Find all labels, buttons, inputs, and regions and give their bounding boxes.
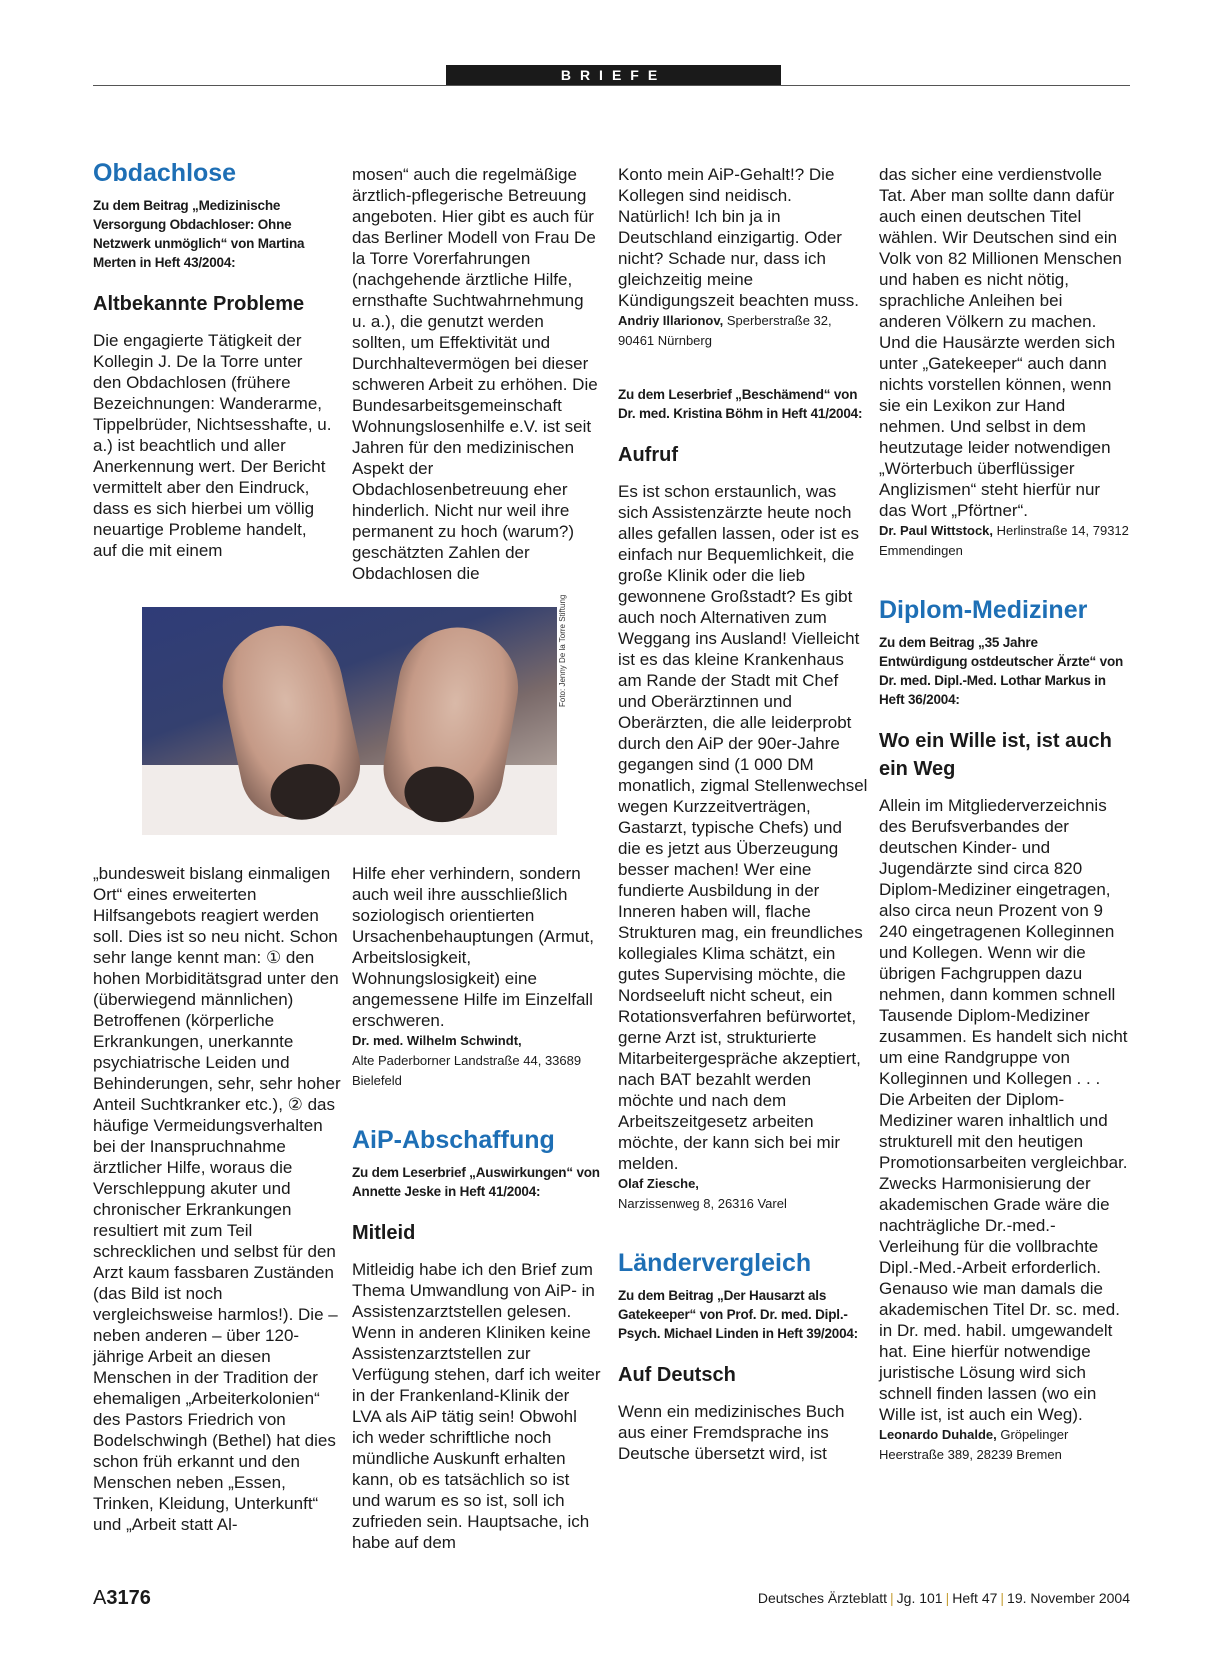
letter-body: das sicher eine verdienstvolle Tat. Aber man sollte dann dafür auch einen deutschen Titel wählen. Wir Deutschen sind ein Volk von 82 Millionen Menschen und haben es nicht nötig, sprachliche Anleihen bei anderen Völkern zu machen. Und die Hausärzte werden sich unter „Gatekeeper“ auch dann nichts vorstellen können, wenn sie ein Lexikon zur Hand nehmen. Und selbst in dem heutzutage leider notwendigen „Wörterbuch überflüssiger Anglizismen“ steht hierfür nur das Wort „Pförtner“. bbox=[879, 165, 1122, 520]
section-label: BRIEFE bbox=[446, 65, 781, 86]
page-number bbox=[93, 1587, 151, 1610]
article-reference: Zu dem Beitrag „35 Jahre Entwürdigung ostdeutscher Ärzte“ von Dr. med. Dipl.-Med. Lothar Markus in Heft 36/2004: bbox=[879, 635, 1124, 707]
signature-name: Andriy Illarionov, bbox=[618, 313, 724, 328]
column-2-top bbox=[352, 164, 600, 584]
letter-body: mosen“ auch die regelmäßige ärztlich-pflegerische Betreuung angeboten. Hier gibt es auch für das Berliner Modell von Frau De la Torre Vorerfahrungen (nachgehende ärztliche Hilfe, ernsthafte Suchtwahrnehmung u. a.), die genutzt werden sollten, um Effektivität und Durchhaltevermögen bei dieser schweren Arbeit zu erhöhen. Die Bundesarbeitsgemeinschaft Wohnungslosenhilfe e.V. ist seit Jahren für den medizinischen Aspekt der Obdachlosenbetreuung eher hinderlich. Nicht nur weil ihre permanent zu hoch (warum?) geschätzten Zahlen der Obdachlosen die bbox=[352, 165, 598, 583]
signature bbox=[879, 521, 1129, 561]
letter-body: Hilfe eher verhindern, sondern auch weil ihre ausschließlich soziologisch orientierten Ursachenbehauptungen (Armut, Arbeitslosigkeit, Wohnungslosigkeit) eine angemessene Hilfe im Einzelfall erschweren. bbox=[352, 864, 594, 1030]
article-reference: Zu dem Beitrag „Medizinische Versorgung Obdachloser: Ohne Netzwerk unmöglich“ von Martina Merten in Heft 43/2004: bbox=[93, 198, 305, 270]
article-title-aip: AiP-Abschaffung bbox=[352, 1126, 555, 1154]
signature bbox=[618, 1174, 868, 1214]
column-1-top bbox=[93, 158, 333, 561]
signature bbox=[352, 1031, 602, 1091]
letter-body: „bundesweit bislang einmaligen Ort“ eines erweiterten Hilfsangebots reagiert werden soll. Dies ist so neu nicht. Schon sehr lange kennt man: ① den hohen Morbiditätsgrad unter den (überwiegend männlichen) Betroffenen (körperliche Erkrankungen, unerkannte psychiatrische Leiden und Behinderungen, sehr, sehr hoher Anteil Suchtkranker etc.), ② das häufige Vermeidungsverhalten bei der Inanspruchnahme ärztlicher Hilfe, woraus die Verschleppung akuter und chronischer Erkrankungen resultiert mit zum Teil schrecklichen und selbst für den Arzt kaum fassbaren Zuständen (das Bild ist noch vergleichsweise harmlos!). Die – neben anderen – über 120-jährige Arbeit an diesen Menschen in der Tradition der ehemaligen „Arbeiterkolonien“ des Pastors Friedrich von Bodelschwingh (Bethel) hat dies schon früh erkannt und den Menschen neben „Essen, Trinken, Kleidung, Unterkunft“ und „Arbeit statt Al- bbox=[93, 864, 341, 1534]
journal-volume: Jg. 101 bbox=[896, 1590, 943, 1606]
signature bbox=[618, 311, 868, 351]
article-reference: Zu dem Leserbrief „Auswirkungen“ von Annette Jeske in Heft 41/2004: bbox=[352, 1165, 600, 1199]
letter-body: Konto mein AiP-Gehalt!? Die Kollegen sind neidisch. Natürlich! Ich bin ja in Deutschland einzigartig. Oder nicht? Schade nur, dass ich gleichzeitig meine Kündigungszeit beachten muss. bbox=[618, 165, 859, 310]
article-title-diplom: Diplom-Mediziner bbox=[879, 596, 1088, 624]
column-1-bottom bbox=[93, 863, 341, 1535]
feet-photo bbox=[142, 607, 557, 835]
page-number-value: 3176 bbox=[106, 1587, 151, 1609]
header-rule bbox=[93, 85, 1130, 86]
article-title-obdachlose: Obdachlose bbox=[93, 159, 237, 187]
column-2-bottom bbox=[352, 863, 602, 1553]
signature-address: Sperberstraße 32, 90461 Nürnberg bbox=[618, 313, 832, 348]
letter-headline: Altbekannte Probleme bbox=[93, 293, 305, 315]
signature bbox=[879, 1425, 1129, 1465]
letter-headline: Wo ein Wille ist, ist auch ein Weg bbox=[879, 730, 1112, 780]
signature-address: Alte Paderborner Landstraße 44, 33689 Bielefeld bbox=[352, 1053, 582, 1088]
page-prefix: A bbox=[93, 1587, 107, 1609]
letter-body: Die engagierte Tätigkeit der Kollegin J. De la Torre unter den Obdachlosen (frühere Bezeichnungen: Wanderarme, Tippelbrüder, Nichtsesshafte, u. a.) ist beachtlich und aller Anerkennung wert. Der Bericht vermittelt aber den Eindruck, dass es sich hierbei um völlig neuartige Probleme handelt, auf die mit einem bbox=[93, 331, 332, 560]
signature-address: Narzissenweg 8, 26316 Varel bbox=[618, 1196, 787, 1211]
signature-name: Olaf Ziesche, bbox=[618, 1176, 699, 1191]
journal-date: 19. November 2004 bbox=[1007, 1590, 1130, 1606]
journal-issue: Heft 47 bbox=[952, 1590, 998, 1606]
article-title-laendervergleich: Ländervergleich bbox=[618, 1249, 812, 1277]
article-reference: Zu dem Leserbrief „Beschämend“ von Dr. med. Kristina Böhm in Heft 41/2004: bbox=[618, 387, 863, 421]
letter-headline: Mitleid bbox=[352, 1222, 416, 1244]
letter-body: Mitleidig habe ich den Brief zum Thema Umwandlung von AiP- in Assistenzarztstellen gelesen. Wenn in anderen Kliniken keine Assistenzarztstellen zur Verfügung stehen, darf ich weiter in der Frankenland-Klinik der LVA als AiP tätig sein! Obwohl ich weder schriftliche noch mündliche Auskunft erhalten kann, ob es tatsächlich so ist und warum es so ist, soll ich zufrieden sein. Hauptsache, ich habe auf dem bbox=[352, 1260, 601, 1552]
journal-name: Deutsches Ärzteblatt bbox=[757, 1590, 888, 1606]
signature-name: Leonardo Duhalde, bbox=[879, 1427, 997, 1442]
signature-name: Dr. med. Wilhelm Schwindt, bbox=[352, 1033, 522, 1048]
column-4 bbox=[879, 164, 1129, 1465]
article-reference: Zu dem Beitrag „Der Hausarzt als Gatekeeper“ von Prof. Dr. med. Dipl.-Psych. Michael Linden in Heft 39/2004: bbox=[618, 1288, 858, 1341]
letter-headline: Auf Deutsch bbox=[618, 1364, 736, 1386]
column-3 bbox=[618, 164, 868, 1464]
letter-headline: Aufruf bbox=[618, 444, 678, 466]
journal-footer: Deutsches Ärzteblatt | Jg. 101 | Heft 47 | 19. November 2004 bbox=[757, 1590, 1130, 1606]
photo-credit: Foto: Jenny De la Torre Stiftung bbox=[558, 594, 567, 707]
signature-address: Herlinstraße 14, 79312 Emmendingen bbox=[879, 523, 1129, 558]
signature-name: Dr. Paul Wittstock, bbox=[879, 523, 994, 538]
letter-body: Wenn ein medizinisches Buch aus einer Fremdsprache ins Deutsche übersetzt wird, ist bbox=[618, 1402, 845, 1463]
letter-body: Allein im Mitgliederverzeichnis des Berufsverbandes der deutschen Kinder- und Jugendärzte sind circa 820 Diplom-Mediziner eingetragen, also circa neun Prozent von 9 240 eingetragenen Kolleginnen und Kollegen. Wenn wir die übrigen Fachgruppen dazu nehmen, dann kommen schnell Tausende Diplom-Mediziner zusammen. Es handelt sich nicht um eine Randgruppe von Kolleginnen und Kollegen . . . Die Arbeiten der Diplom-Mediziner waren inhaltlich und strukturell mit den heutigen Promotionsarbeiten vergleichbar. Zwecks Harmonisierung der akademischen Grade wäre die nachträgliche Dr.-med.-Verleihung für die vollbrachte Dipl.-Med.-Arbeit erforderlich. Genauso wie man damals die akademischen Titel Dr. sc. med. in Dr. med. habil. umgewandelt hat. Eine hierfür notwendige juristische Lösung wird sich schnell finden lassen (wo ein Wille ist, ist auch ein Weg). bbox=[879, 796, 1128, 1424]
letter-body: Es ist schon erstaunlich, was sich Assistenzärzte heute noch alles gefallen lassen, oder ist es einfach nur Bequemlichkeit, die große Klinik oder die lieb gewonnene Großstadt? Es gibt auch noch Alternativen zum Weggang ins Ausland! Vielleicht ist es das kleine Krankenhaus am Rande der Stadt mit Chef und Oberärztinnen und Oberärzten, die alle leiderprobt durch den AiP der 90er-Jahre gegangen sind (1 000 DM monatlich, zigmal Stellenwechsel wegen Kurzzeitverträgen, Gastarzt, typische Chefs) und die es jetzt aus Überzeugung besser machen! Wer eine fundierte Ausbildung in der Inneren haben will, flache Strukturen mag, ein freundliches kollegiales Klima schätzt, ein gutes Supervising möchte, die Nordseeluft nicht scheut, ein Rotationsverfahren befürwortet, gerne Arzt ist, strukturierte Mitarbeitergespräche akzeptiert, nach BAT bezahlt werden möchte und nach dem Arbeitszeitgesetz arbeiten möchte, der kann sich bei mir melden. bbox=[618, 482, 868, 1173]
signature-address: Gröpelinger Heerstraße 389, 28239 Bremen bbox=[879, 1427, 1069, 1462]
